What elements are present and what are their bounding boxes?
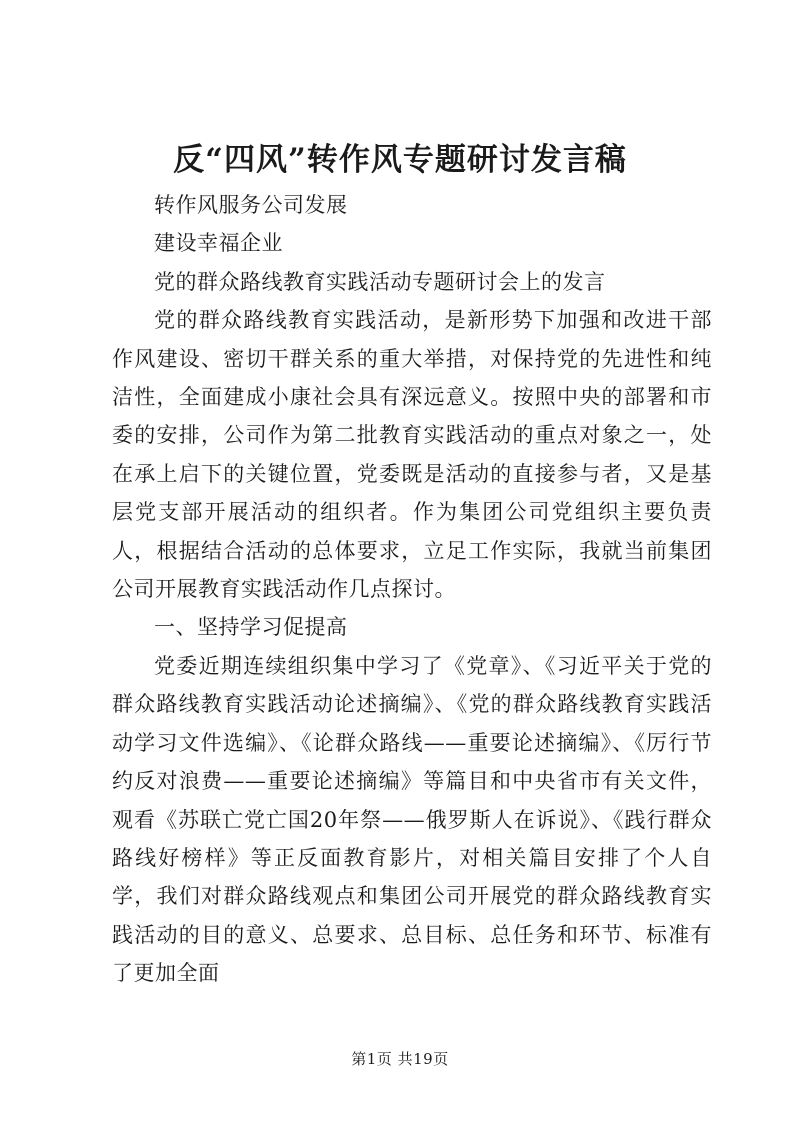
document-title: 反“四风”转作风专题研讨发言稿: [173, 142, 627, 178]
section-heading: 一、坚持学习促提高: [154, 615, 348, 640]
page-footer: 第1页 共19页: [351, 1050, 449, 1068]
document-body: [112, 186, 712, 993]
subtitle-line: 建设幸福企业: [154, 231, 283, 256]
body-paragraph: 党的群众路线教育实践活动，是新形势下加强和改进干部作风建设、密切干群关系的重大举措，对保持党的先进性和纯洁性，全面建成小康社会具有深远意义。按照中央的部署和市委的安排，公司作为第二批教育实践活动的重点对象之一，处在承上启下的关键位置，党委既是活动的直接参与者，又是基层党支部开展活动的组织者。作为集团公司党组织主要负责人，根据结合活动的总体要求，立足工作实际，我就当前集团公司开展教育实践活动作几点探讨。: [112, 308, 712, 602]
subtitle-line: 党的群众路线教育实践活动专题研讨会上的发言: [154, 269, 606, 294]
subtitle-line: 转作风服务公司发展: [154, 193, 348, 217]
body-paragraph: 党委近期连续组织集中学习了《党章》、《习近平关于党的群众路线教育实践活动论述摘编》、《党的群众路线教育实践活动学习文件选编》、《论群众路线——重要论述摘编》、《厉行节约反对浪费——重要论述摘编》等篇目和中央省市有关文件，观看《苏联亡党亡国20年祭——俄罗斯人在诉说》、《践行群众路线好榜样》等正反面教育影片，对相关篇目安排了个人自学，我们对群众路线观点和集团公司开展党的群众路线教育实践活动的目的意义、总要求、总目标、总任务和环节、标准有了更加全面: [112, 653, 712, 986]
